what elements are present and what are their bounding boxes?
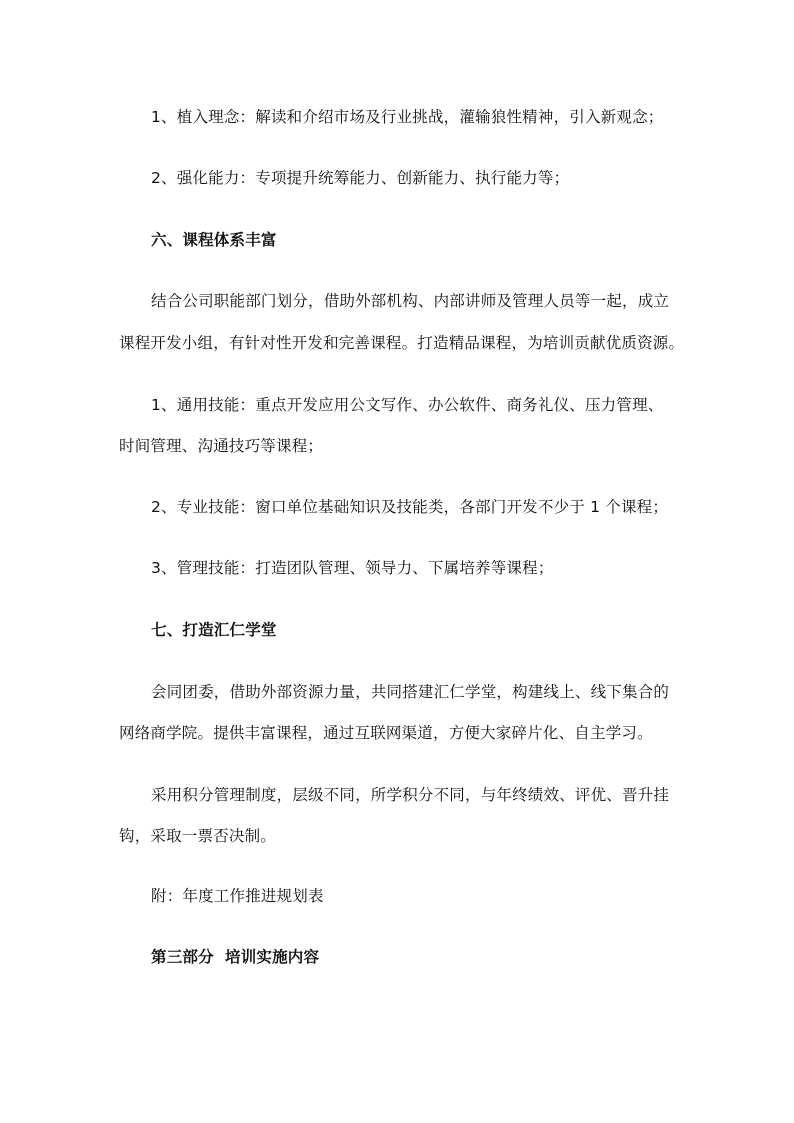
appendix-note: 附：年度工作推进规划表 [151,887,324,905]
section-7-para-1-line-2: 网络商学院。提供丰富课程，通过互联网渠道，方便大家碎片化、自主学习。 [119,724,653,742]
item-general-skills-line-1: 1、通用技能：重点开发应用公文写作、办公软件、商务礼仪、压力管理、 [151,396,664,414]
item-general-skills-line-2: 时间管理、沟通技巧等课程； [119,437,324,455]
section-7-para-1-line-1: 会同团委，借助外部资源力量，共同搭建汇仁学堂，构建线上、线下集合的 [151,683,670,701]
item-instill-concepts: 1、植入理念：解读和介绍市场及行业挑战，灌输狼性精神，引入新观念； [151,108,664,126]
item-management-skills: 3、管理技能：打造团队管理、领导力、下属培养等课程； [151,559,554,577]
section-7-para-2-line-2: 钩，采取一票否决制。 [119,827,277,845]
section-7-para-2-line-1: 采用积分管理制度，层级不同，所学积分不同，与年终绩效、评优、晋升挂 [151,786,670,804]
item-professional-skills: 2、专业技能：窗口单位基础知识及技能类，各部门开发不少于 1 个课程； [151,498,669,516]
section-6-intro-line-2: 课程开发小组，有针对性开发和完善课程。打造精品课程，为培训贡献优质资源。 [119,334,685,352]
section-7-heading: 七、打造汇仁学堂 [151,621,277,639]
section-6-intro-line-1: 结合公司职能部门划分，借助外部机构、内部讲师及管理人员等一起，成立 [151,292,670,310]
part-3-heading: 第三部分 培训实施内容 [151,948,320,966]
item-strengthen-abilities: 2、强化能力：专项提升统筹能力、创新能力、执行能力等； [151,169,570,187]
section-6-heading: 六、课程体系丰富 [151,231,277,249]
